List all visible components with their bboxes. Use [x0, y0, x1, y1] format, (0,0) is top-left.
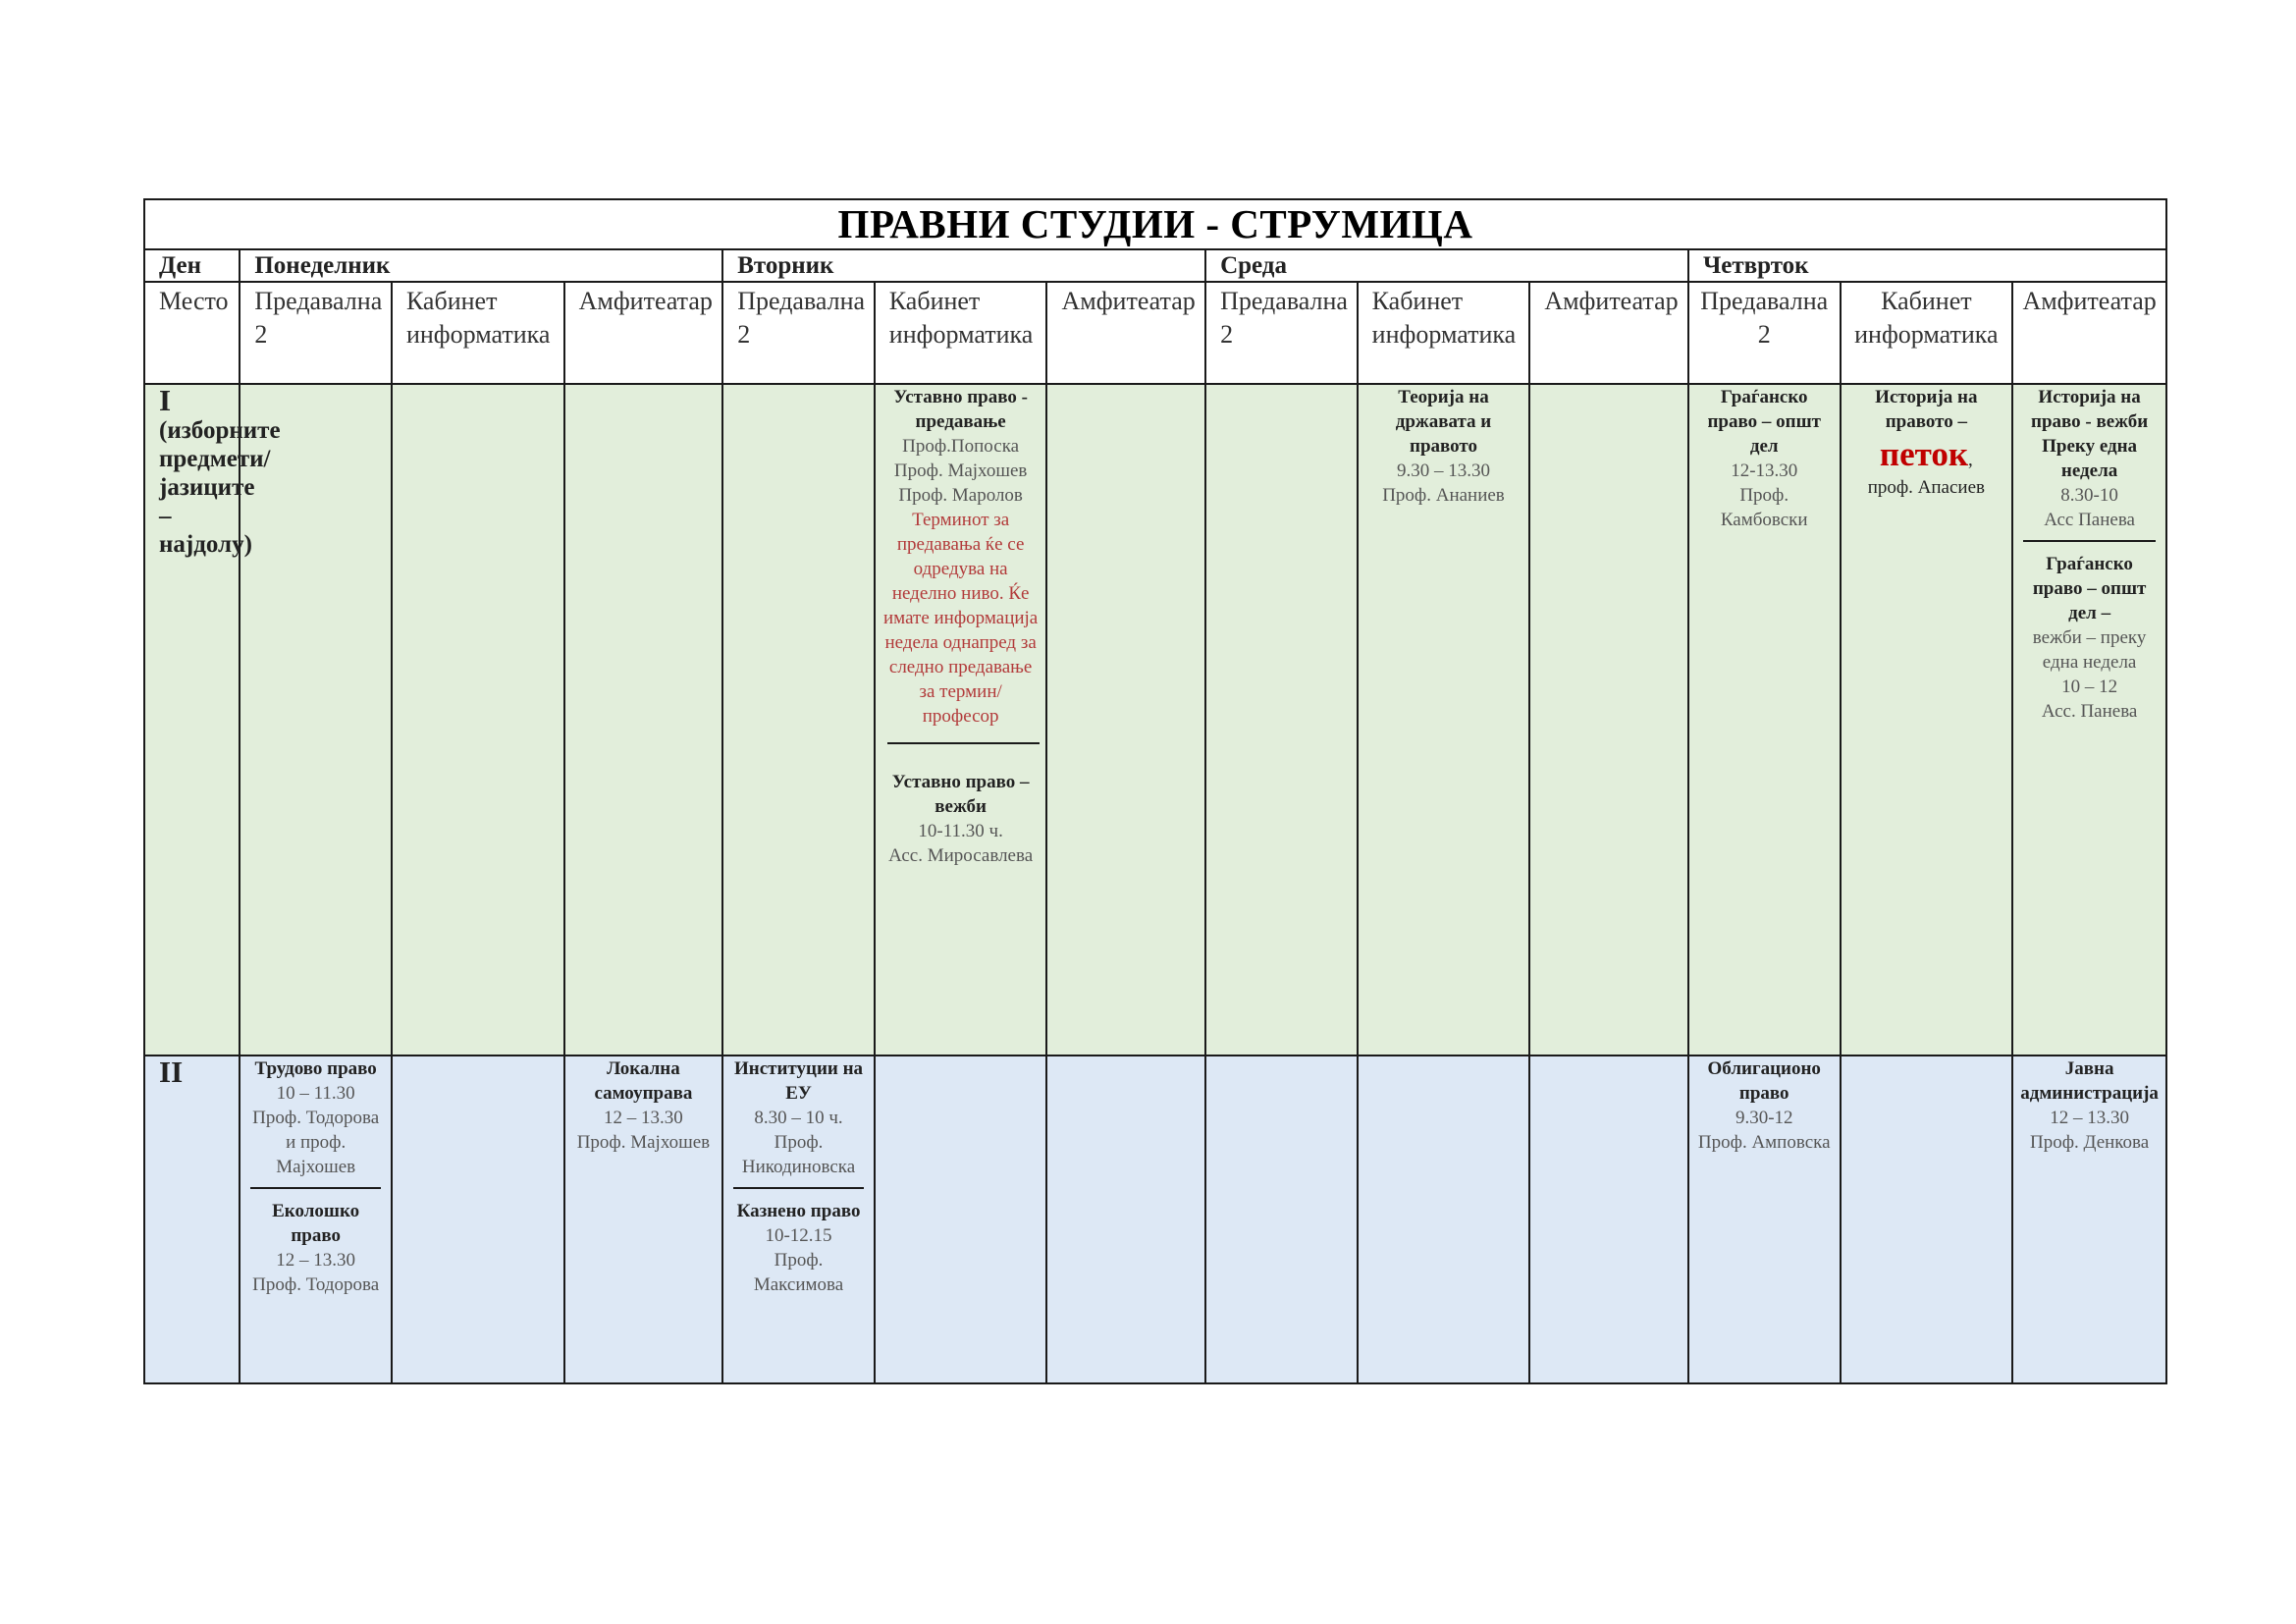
subject-name: Историја на право - вежби	[2031, 387, 2149, 432]
rooms-header-row	[144, 282, 2166, 384]
empty-cell	[1046, 1056, 1205, 1383]
empty-cell	[392, 1056, 564, 1383]
teacher-name: Проф. Тодорова и проф. Мајхошев	[252, 1108, 380, 1177]
teacher-name: Проф. Денкова	[2029, 1132, 2150, 1153]
subject-name: Граѓанско право – општ дел –	[2032, 554, 2147, 623]
teacher-name: Проф. Камбовски	[1720, 485, 1808, 530]
subject-name: Јавна администрација	[2020, 1058, 2159, 1104]
page-title: ПРАВНИ СТУДИИ - СТРУМИЦА	[144, 199, 2166, 249]
empty-cell	[1205, 384, 1358, 1056]
teacher-name: Проф. Тодорова	[252, 1274, 380, 1295]
subject-name: Теорија на државата и правото	[1395, 387, 1492, 457]
subject-name: Уставно право - предавање	[893, 387, 1028, 432]
subject-name: Трудово право	[254, 1058, 377, 1079]
class-time: 12 – 13.30	[2050, 1108, 2129, 1128]
subject-name: Облигационо право	[1707, 1058, 1821, 1104]
empty-cell	[1841, 1056, 2013, 1383]
divider	[887, 742, 1041, 744]
class-time: 10 – 11.30	[276, 1083, 355, 1104]
teacher-name: Проф. Амповска	[1697, 1132, 1831, 1153]
class-frequency: Преку една недела	[2042, 436, 2138, 481]
class-time: 8.30-10	[2060, 485, 2118, 506]
room-computer-lab: Кабинет информатика	[875, 282, 1047, 384]
class-entry	[1688, 1056, 1841, 1383]
class-entry	[564, 1056, 723, 1383]
class-kind: вежби – преку една недела	[2032, 627, 2147, 673]
class-time: 8.30 – 10 ч.	[754, 1108, 843, 1128]
empty-cell	[240, 384, 392, 1056]
teacher-name: Асс. Панева	[2041, 701, 2138, 722]
room-lecture-hall: Предавална 2	[240, 282, 392, 384]
row-note: (изборните предмети/јазиците – најдолу)	[159, 417, 281, 558]
row-number: I	[159, 383, 172, 417]
teacher-name: Проф. Ананиев	[1382, 485, 1505, 506]
room-amphitheater: Амфитеатар	[1046, 282, 1205, 384]
teacher-name: Проф. Мајхошев	[576, 1132, 711, 1153]
class-time: 12 – 13.30	[604, 1108, 683, 1128]
day-label: Ден	[144, 249, 240, 282]
subject-name: Казнено право	[736, 1201, 861, 1221]
room-amphitheater: Амфитеатар	[564, 282, 723, 384]
schedule-row-2	[144, 1056, 2166, 1383]
room-computer-lab: Кабинет информатика	[392, 282, 564, 384]
days-header-row	[144, 249, 2166, 282]
row-label	[144, 383, 281, 1056]
room-amphitheater: Амфитеатар	[2012, 282, 2166, 384]
empty-cell	[1046, 384, 1205, 1056]
room-amphitheater: Амфитеатар	[1529, 282, 1688, 384]
teacher-name: Асс Панева	[2044, 510, 2135, 530]
schedule-row-1	[144, 384, 2166, 1056]
class-entry	[2012, 1056, 2166, 1383]
divider	[250, 1187, 381, 1189]
room-lecture-hall: Предавална 2	[1688, 282, 1841, 384]
class-entry	[722, 1056, 875, 1383]
class-entry	[2012, 384, 2166, 1056]
class-entry	[240, 1056, 392, 1383]
empty-cell	[875, 1056, 1047, 1383]
comma: ,	[1968, 450, 1973, 470]
row-label	[144, 1056, 240, 1383]
class-time: 12 – 13.30	[276, 1250, 356, 1271]
subject-name: Уставно право – вежби	[891, 772, 1030, 817]
class-entry	[1358, 384, 1530, 1056]
room-computer-lab: Кабинет информатика	[1841, 282, 2013, 384]
divider	[733, 1187, 864, 1189]
day-highlight: петок	[1879, 435, 1969, 473]
empty-cell	[392, 384, 564, 1056]
teacher-name: проф. Апасиев	[1867, 477, 1985, 498]
class-entry	[875, 384, 1047, 1056]
empty-cell	[564, 384, 723, 1056]
day-tuesday: Вторник	[722, 249, 1205, 282]
class-time: 9.30-12	[1735, 1108, 1793, 1128]
room-lecture-hall: Предавална 2	[1205, 282, 1358, 384]
class-entry	[1688, 384, 1841, 1056]
schedule-note: Терминот за предавања ќе се одредува на неделно ниво. Ќе имате информација недела однапред за следно предавање за термин/професор	[883, 510, 1039, 727]
teacher-name: Проф. Никодиновска	[741, 1132, 856, 1177]
empty-cell	[1205, 1056, 1358, 1383]
schedule-table	[143, 198, 2167, 1384]
day-thursday: Четврток	[1688, 249, 2166, 282]
class-time: 10 – 12	[2061, 677, 2118, 697]
class-time: 12-13.30	[1731, 460, 1798, 481]
subject-name: Институции на ЕУ	[733, 1058, 864, 1104]
empty-cell	[722, 384, 875, 1056]
divider	[2023, 540, 2156, 542]
day-monday: Понеделник	[240, 249, 722, 282]
class-time: 10-12.15	[765, 1225, 832, 1246]
subject-name: Еколошко право	[272, 1201, 360, 1246]
empty-cell	[1529, 1056, 1688, 1383]
empty-cell	[1358, 1056, 1530, 1383]
room-computer-lab: Кабинет информатика	[1358, 282, 1530, 384]
teacher-name: Проф. Максимова	[753, 1250, 844, 1295]
empty-cell	[1529, 384, 1688, 1056]
subject-name: Граѓанско право – општ дел	[1707, 387, 1821, 457]
subject-name: Локална самоуправа	[594, 1058, 693, 1104]
teacher-name: Асс. Миросавлева	[888, 845, 1034, 866]
room-lecture-hall: Предавална 2	[722, 282, 875, 384]
class-time: 9.30 – 13.30	[1396, 460, 1490, 481]
class-time: 10-11.30 ч.	[918, 821, 1003, 841]
day-wednesday: Среда	[1205, 249, 1688, 282]
teacher-name: Проф.Попоска Проф. Мајхошев Проф. Маролов	[893, 436, 1028, 506]
class-entry	[1841, 384, 2013, 1056]
place-label: Место	[144, 282, 240, 384]
row-number: II	[159, 1055, 184, 1089]
subject-name: Историја на правото –	[1875, 387, 1978, 432]
